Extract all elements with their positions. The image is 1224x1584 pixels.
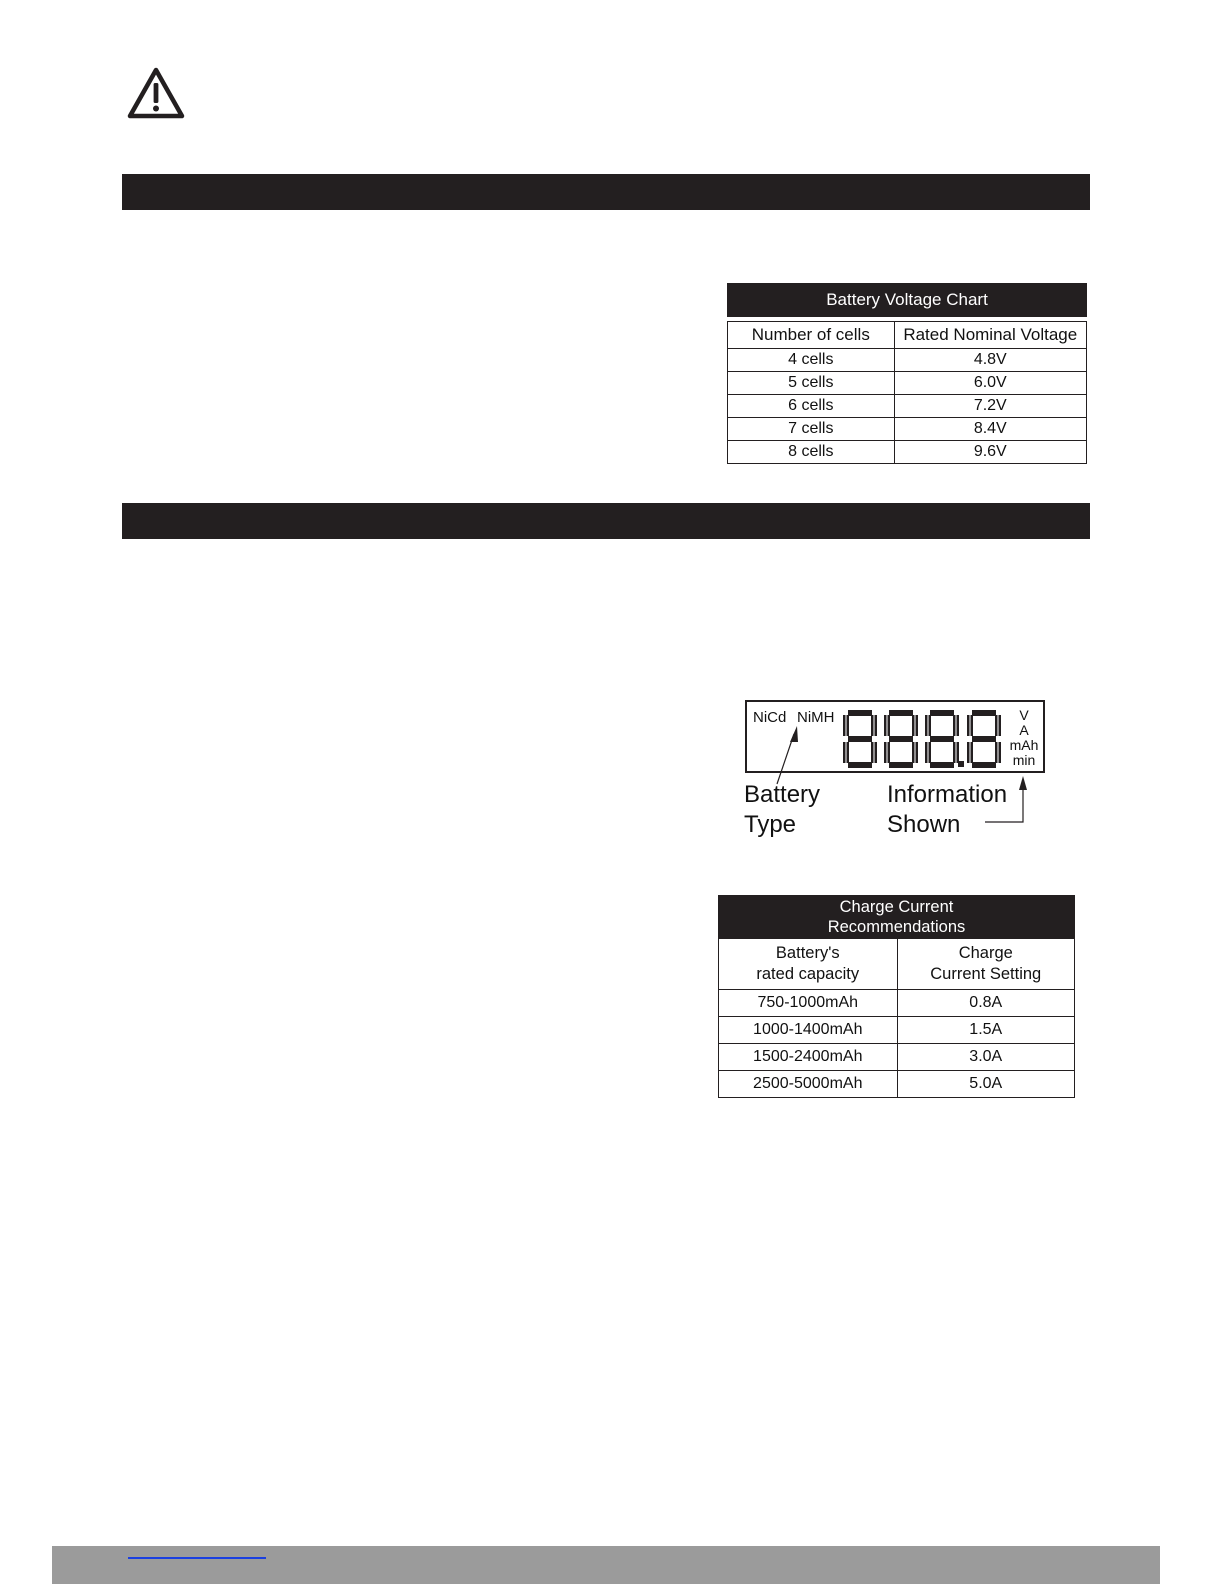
cell-count: 7 cells [728, 418, 895, 441]
table-row [728, 441, 1087, 464]
callout-line: Type [744, 811, 797, 838]
table-row [728, 395, 1087, 418]
column-header [719, 939, 898, 990]
footer-link-underline[interactable] [128, 1557, 266, 1559]
capacity-range: 1500-2400mAh [719, 1044, 898, 1071]
table-row [728, 418, 1087, 441]
table-row [728, 372, 1087, 395]
header-line: Battery's [775, 944, 840, 962]
cell-count: 8 cells [728, 441, 895, 464]
nominal-voltage: 4.8V [894, 349, 1086, 372]
cell-count: 4 cells [728, 349, 895, 372]
capacity-range: 1000-1400mAh [719, 1017, 898, 1044]
warning-icon [126, 66, 186, 122]
battery-type-callout [744, 780, 820, 840]
column-header: Number of cells [728, 322, 895, 349]
column-header: Rated Nominal Voltage [894, 322, 1086, 349]
callout-line: Battery [744, 781, 821, 808]
title-line: Charge Current [839, 898, 954, 916]
cell-count: 5 cells [728, 372, 895, 395]
information-shown-callout [887, 780, 1007, 840]
charge-current: 0.8A [897, 990, 1074, 1017]
battery-voltage-chart [727, 283, 1087, 464]
title-line: Recommendations [827, 918, 966, 936]
table-row [719, 1017, 1075, 1044]
cell-count: 6 cells [728, 395, 895, 418]
header-line: rated capacity [756, 965, 860, 983]
header-line: Current Setting [930, 965, 1042, 983]
table-row [719, 1071, 1075, 1098]
header-line: Charge [958, 944, 1013, 962]
voltage-chart-title: Battery Voltage Chart [728, 284, 1087, 317]
nimh-label: NiMH [797, 709, 835, 726]
unit-v: V [1019, 707, 1029, 723]
callout-line: Information [887, 781, 1008, 808]
nominal-voltage: 7.2V [894, 395, 1086, 418]
capacity-range: 2500-5000mAh [719, 1071, 898, 1098]
capacity-range: 750-1000mAh [719, 990, 898, 1017]
charge-current: 1.5A [897, 1017, 1074, 1044]
unit-mah: mAh [1009, 737, 1039, 753]
charge-current-chart [718, 895, 1075, 1098]
table-row [728, 349, 1087, 372]
section-header-bar [122, 174, 1090, 210]
column-header [897, 939, 1074, 990]
charge-current: 5.0A [897, 1071, 1074, 1098]
nominal-voltage: 9.6V [894, 441, 1086, 464]
table-row [719, 990, 1075, 1017]
charge-current: 3.0A [897, 1044, 1074, 1071]
unit-a: A [1019, 722, 1029, 738]
nominal-voltage: 8.4V [894, 418, 1086, 441]
unit-min: min [1012, 752, 1036, 768]
section-header-bar [122, 503, 1090, 539]
footer-bar [52, 1546, 1160, 1584]
nicd-label: NiCd [753, 709, 787, 726]
current-chart-title [719, 896, 1075, 939]
table-row [719, 1044, 1075, 1071]
nominal-voltage: 6.0V [894, 372, 1086, 395]
callout-line: Shown [887, 811, 961, 838]
